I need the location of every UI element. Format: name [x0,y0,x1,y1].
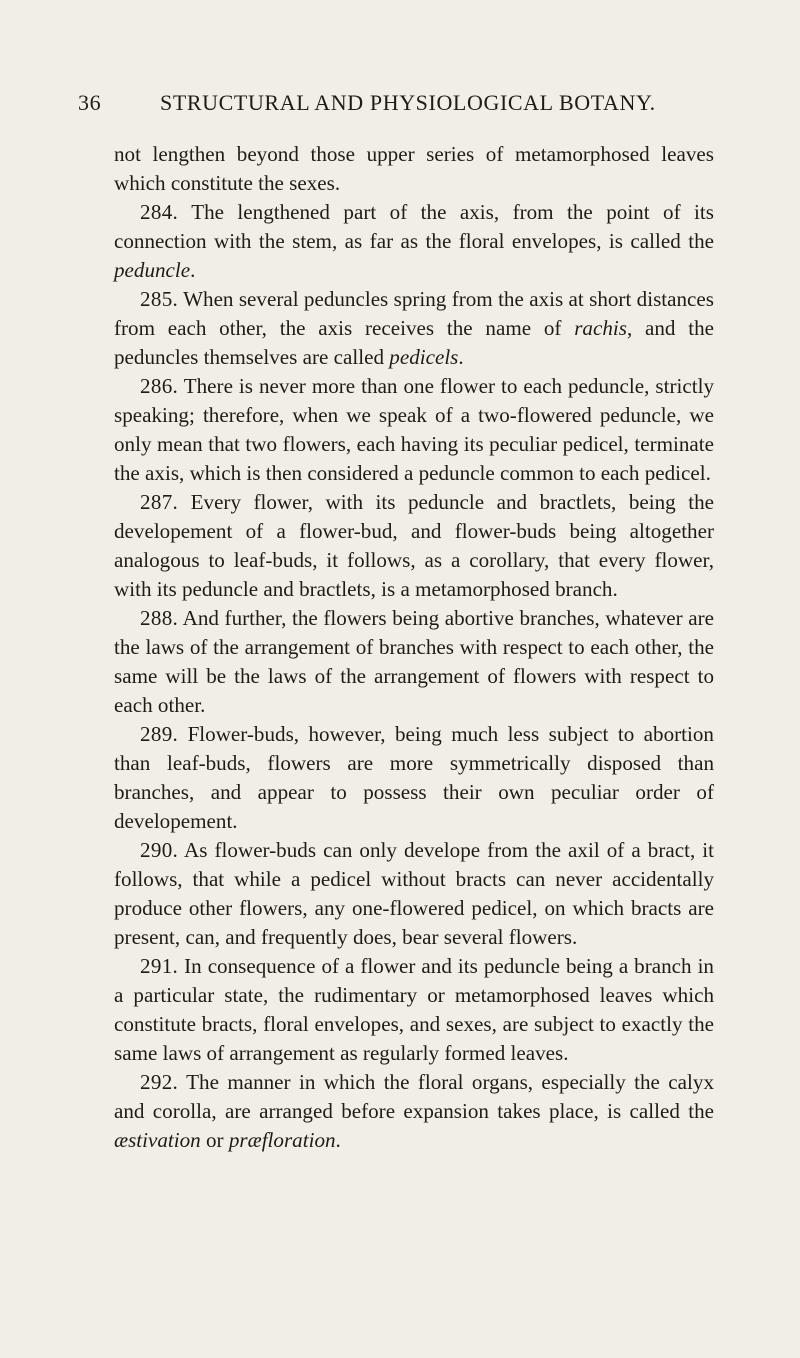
paragraph-290 [114,836,714,952]
term-pedicels: pedicels [389,345,459,369]
paragraph-number: 284. [140,200,179,224]
paragraph-text-mid: or [200,1128,224,1152]
paragraph-number: 287. [140,490,179,514]
paragraph-number: 288. [140,606,179,630]
paragraph-number: 292. [140,1070,179,1094]
paragraph-288 [114,604,714,720]
paragraph-text: The manner in which the floral organs, especially the calyx and corolla, are arranged before expansion takes place, is called the [114,1070,714,1123]
paragraph-287 [114,488,714,604]
paragraph-number: 289. [140,722,179,746]
paragraph-text: Every flower, with its peduncle and bractlets, being the developement of a flower-bud, and flower-buds being altogether analogous to leaf-buds, it follows, as a corollary, that every flower, with its peduncle and bractlets, is a metamorphosed branch. [114,490,714,601]
term-rachis: rachis [574,316,627,340]
paragraph-end: . [458,345,464,369]
paragraph-text: And further, the flowers being abortive branches, whatever are the laws of the arrangement of branches with respect to each other, the same will be the laws of the arrangement of flowers with respect to each other. [114,606,715,717]
paragraph-text: In consequence of a flower and its peduncle being a branch in a particular state, the rudimentary or metamorphosed leaves which constitute bracts, floral envelopes, and sexes, are subject to exactly the same laws of arrangement as regularly formed leaves. [114,954,714,1065]
paragraph-continuation [114,140,714,198]
paragraph-number: 291. [140,954,179,978]
paragraph-end: . [190,258,196,282]
paragraph-text: As flower-buds can only develope from the axil of a bract, it follows, that while a pedicel without bracts can never accidentally produce other flowers, any one-flowered pedicel, on which bracts are present, can, and frequently does, bear several flowers. [114,838,715,949]
paragraph-number: 290. [140,838,179,862]
term-peduncle: peduncle [114,258,191,282]
paragraph-text: The lengthened part of the axis, from the point of its connection with the stem, as far as the floral envelopes, is called the [114,200,714,253]
body-text [114,140,714,1155]
paragraph-number: 285. [140,287,179,311]
running-head [78,90,718,124]
term-praefloration: præfloration [228,1128,336,1152]
paragraph-text: Flower-buds, however, being much less subject to abortion than leaf-buds, flowers are more symmetrically disposed than branches, and appear to possess their own peculiar order of developement. [114,722,714,833]
term-aestivation: æstivation [114,1128,201,1152]
paragraph-284 [114,198,714,285]
paragraph-text: There is never more than one flower to each peduncle, strictly speaking; therefore, when we speak of a two-flowered peduncle, we only mean that two flowers, each having its peculiar pedicel, terminate the axis, which is then considered a peduncle common to each pedicel. [114,374,714,485]
paragraph-286 [114,372,714,488]
paragraph-285 [114,285,714,372]
paragraph-text-mid: , and the peduncles themselves are called [114,316,714,369]
paragraph-292 [114,1068,714,1155]
paragraph-end: . [335,1128,341,1152]
paragraph-289 [114,720,714,836]
paragraph-text: When several peduncles spring from the axis at short distances from each other, the axis receives the name of [114,287,714,340]
page-number: 36 [78,90,102,115]
paragraph-number: 286. [140,374,179,398]
paragraph-291 [114,952,714,1068]
running-title: STRUCTURAL AND PHYSIOLOGICAL BOTANY. [160,90,656,115]
paragraph-text: not lengthen beyond those upper series of metamorphosed leaves which constitute the sexes. [114,142,714,195]
